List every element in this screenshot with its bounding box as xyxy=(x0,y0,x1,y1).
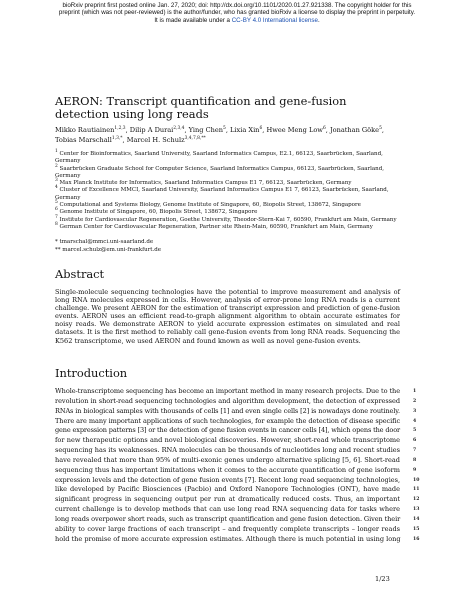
banner-line-2: preprint (which was not peer-reviewed) is the author/funder, who has granted bioRxiv a license to display the preprint in perpetuity. xyxy=(58,9,416,17)
author-affiliation-marks: 3,4,7,8,** xyxy=(184,135,206,141)
introduction-line xyxy=(55,535,420,545)
line-text: gene expression patterns [3] or the detection of gene fusion events in cancer cells [4], which opens the door xyxy=(55,426,400,435)
author-affiliation-marks: 6 xyxy=(259,125,263,131)
line-number: 12 xyxy=(413,497,420,503)
line-number: 9 xyxy=(413,467,417,473)
author xyxy=(130,126,189,134)
email-address[interactable]: marcel.schulz@em.uni-frankfurt.de xyxy=(62,246,162,253)
line-text: RNAs in biological samples with thousands of cells [1] and even single cells [2] is nowadays done routinely. xyxy=(55,406,400,415)
affiliation-number: 1 xyxy=(55,149,58,155)
introduction-line xyxy=(55,485,420,495)
author-affiliation-marks: 2,3,4 xyxy=(173,125,185,131)
line-text: significant progress in sequencing output per run at dramatically reduced costs. Thus, an important xyxy=(55,495,400,504)
author-separator: , xyxy=(225,126,231,134)
corresponding-email xyxy=(55,239,420,247)
line-text: hold the promise of more accurate expression estimates. Although there is much potential in using long xyxy=(55,534,401,543)
license-link[interactable]: CC-BY 4.0 International license xyxy=(231,16,318,24)
biorxiv-banner xyxy=(40,2,434,24)
line-text: Whole-transcriptome sequencing has become an important method in many research projects. Due to the xyxy=(55,387,401,395)
line-text: ability to cover large fractions of each transcript – and frequently complete transcripts – longer reads xyxy=(55,524,400,533)
line-text: There are many important applications of such technologies, for example the detection of disease specific xyxy=(55,416,401,425)
email-address[interactable]: tmarschal@mmci.uni-saarland.de xyxy=(59,239,154,245)
author-name: Ying Chen xyxy=(188,126,224,134)
author xyxy=(189,126,230,134)
introduction-line xyxy=(55,525,420,535)
author-name: Dilip A Durai xyxy=(129,126,174,134)
affiliation-number: 4 xyxy=(55,185,58,191)
line-number: 4 xyxy=(413,418,417,424)
author xyxy=(230,126,266,134)
author-name: Jonathan Göke xyxy=(329,126,380,134)
affiliation-number: 6 xyxy=(55,207,58,213)
introduction-body xyxy=(55,387,420,545)
line-text: expression levels and the detection of gene fusion events [7]. Recent long read sequencing technologies, xyxy=(55,475,400,484)
banner-line-1: bioRxiv preprint first posted online Jan. 27, 2020; doi: http://dx.doi.org/10.1101/2020.01.27.921338. The copyright holder for this xyxy=(62,2,412,9)
abstract-heading: Abstract xyxy=(55,267,105,281)
email-mark: * xyxy=(55,239,58,245)
author xyxy=(55,136,127,144)
line-text: current challenge is to develop methods that can use long read RNA sequencing data for tasks where xyxy=(55,505,400,514)
author-affiliation-marks: 5 xyxy=(223,125,226,131)
author-separator: , xyxy=(122,136,127,144)
line-number: 16 xyxy=(413,536,420,542)
affiliation xyxy=(55,224,420,231)
author-affiliation-marks: 1,3,* xyxy=(111,135,123,141)
author xyxy=(55,126,130,134)
affiliation-text: Center for Bioinformatics, Saarland University, Saarland Informatics Campus, E2.1, 66123, Saarbrücken, Saarland, xyxy=(59,151,383,157)
author xyxy=(330,126,384,134)
affiliation-text: Cluster of Excellence MMCI, Saarland University, Saarland Informatics Campus E1 7, 66123, Saarbrücken, Saarland, xyxy=(59,187,389,194)
affiliation-number: 7 xyxy=(55,214,58,220)
affiliation-text-continued: Germany xyxy=(55,194,81,201)
introduction-line xyxy=(55,505,420,515)
line-text: sequencing has its weaknesses. RNA molecules can be thousands of nucleotides long and recent studies xyxy=(55,446,400,455)
introduction-heading: Introduction xyxy=(55,366,128,380)
line-number: 2 xyxy=(413,398,417,404)
author-separator: , xyxy=(262,126,267,134)
introduction-line xyxy=(55,426,420,436)
banner-line-3-suffix: . xyxy=(317,16,320,24)
line-number: 8 xyxy=(413,457,417,463)
line-text: long reads overpower short reads, such as transcript quantification and gene fusion detection. Given their xyxy=(55,514,401,523)
line-text: for new therapeutic options and novel biological discoveries. However, short-read whole transcriptome xyxy=(55,436,400,445)
affiliation-text: German Center for Cardiovascular Regeneration, Partner site Rhein-Main, 60590, Frankfurt am Main, Germany xyxy=(59,223,373,230)
affiliation-number: 3 xyxy=(55,178,58,184)
affiliation-text: Saarbrücken Graduate School for Computer Science, Saarland Informatics Campus, 66123, Saarbrücken, Saarland, xyxy=(59,165,384,172)
introduction-line xyxy=(55,397,420,407)
line-text: like developed by Pacific Biosciences (Pacbio) and Oxford Nanopore Technologies (ONT), have made xyxy=(55,485,400,494)
affiliation-text-continued: Germany xyxy=(55,172,81,179)
affiliation-text: Genome Institute of Singapore, 60, Biopolis Street, 138672, Singapore xyxy=(59,209,258,216)
author-name: Lixia Xin xyxy=(230,126,260,134)
banner-line-3-prefix: It is made available under a xyxy=(154,16,232,24)
introduction-line xyxy=(55,436,420,446)
introduction-line xyxy=(55,495,420,505)
affiliation-text-continued: Germany xyxy=(55,158,81,165)
affiliation-list xyxy=(55,151,420,231)
introduction-line xyxy=(55,387,420,397)
affiliation-text: Max Planck Institute for Informatics, Saarland Informatics Campus E1 7, 66123, Saarbrücken, Germany xyxy=(59,180,352,187)
introduction-line xyxy=(55,515,420,525)
author-name: Tobias Marschall xyxy=(55,136,112,144)
line-number: 5 xyxy=(413,428,417,434)
affiliation-number: 5 xyxy=(55,200,58,206)
author-separator: , xyxy=(381,126,384,134)
author-name: Hwee Meng Low xyxy=(266,126,323,134)
line-number: 15 xyxy=(413,526,420,532)
author-affiliation-marks: 5 xyxy=(379,125,382,131)
line-text: have revealed that more than 95% of multi-exonic genes undergo alternative splicing [5, 6]. Short-read xyxy=(55,455,400,464)
author-name: Marcel H. Schulz xyxy=(126,136,185,144)
line-number: 11 xyxy=(413,487,420,493)
line-number: 6 xyxy=(413,438,417,444)
affiliation xyxy=(55,151,420,166)
corresponding-email xyxy=(55,247,420,255)
abstract-text: Single-molecule sequencing technologies have the potential to improve measurement and analysis of long RNA molecules expressed in cells. However, analysis of error-prone long RNA reads is a current challenge. We present AERON for the estimation of transcript expression and prediction of gene-fusion events. AERON uses an efficient read-to-graph alignment algorithm to obtain accurate estimates for noisy reads. We demonstrate AERON to yield accurate expression estimates on simulated and real datasets. It is the first method to reliably call gene-fusion events from long RNA reads. Sequencing the K562 transcriptome, we used AERON and found known as well as novel gene-fusion events. xyxy=(55,288,400,345)
affiliation-number: 8 xyxy=(55,222,58,228)
author-affiliation-marks: 6 xyxy=(322,125,326,131)
affiliation xyxy=(55,187,420,202)
author-affiliation-marks: 1,2,3 xyxy=(114,125,126,131)
introduction-line xyxy=(55,417,420,427)
line-text: sequencing thus has important limitations when it comes to the accurate quantification of gene isoform xyxy=(55,465,400,474)
line-text: revolution in short-read sequencing technologies and algorithm development, the detection of expressed xyxy=(55,396,400,405)
introduction-line xyxy=(55,407,420,417)
introduction-line xyxy=(55,456,420,466)
introduction-line xyxy=(55,466,420,476)
author xyxy=(127,136,206,144)
author-name: Mikko Rautiainen xyxy=(55,126,115,134)
line-number: 13 xyxy=(413,507,420,513)
line-number: 3 xyxy=(413,408,417,414)
line-number: 14 xyxy=(413,516,420,522)
email-list xyxy=(55,239,420,254)
author-list xyxy=(55,125,420,145)
banner-line-3 xyxy=(40,17,434,24)
line-number: 10 xyxy=(413,477,420,483)
affiliation-text: Institute for Cardiovascular Regeneration, Goethe University, Theodor-Stern-Kai 7, 60590, Frankfurt am Main, Germany xyxy=(59,216,397,223)
affiliation xyxy=(55,209,420,216)
page-number: 1/23 xyxy=(375,575,390,583)
author-separator: , xyxy=(184,126,189,134)
introduction-line xyxy=(55,476,420,486)
line-number: 7 xyxy=(413,448,417,454)
paper-title: AERON: Transcript quantification and gene-fusion detection using long reads xyxy=(55,94,347,121)
affiliation xyxy=(55,214,420,224)
affiliation-number: 2 xyxy=(55,163,58,169)
email-mark: ** xyxy=(55,246,61,253)
author-separator: , xyxy=(325,126,330,134)
line-number: 1 xyxy=(413,389,417,394)
author-separator: , xyxy=(125,126,130,134)
introduction-line xyxy=(55,446,420,456)
author xyxy=(266,126,330,134)
affiliation-text: Computational and Systems Biology, Genome Institute of Singapore, 60, Biopolis Street, 138672, Singapore xyxy=(59,202,361,209)
